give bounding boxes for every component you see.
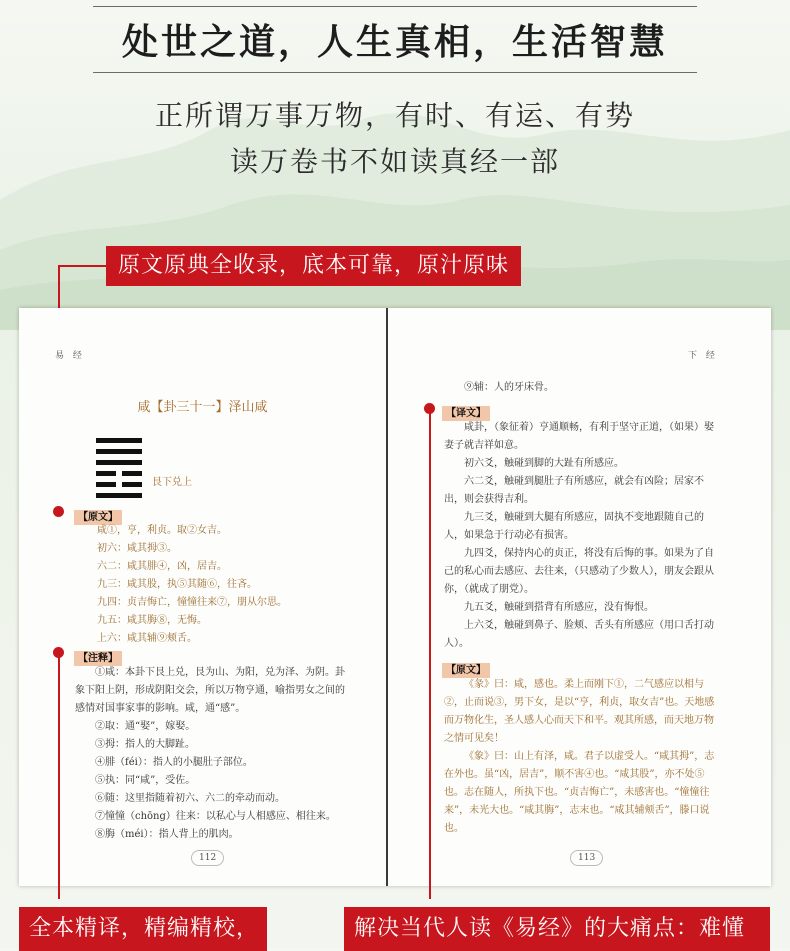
label-pain-point: 解决当代人读《易经》的大痛点：难懂 (344, 907, 770, 951)
left-page (19, 308, 386, 886)
connector-line (58, 653, 60, 899)
original-line: 九四：贞吉悔亡，憧憧往来⑦，朋从尔思。 (97, 597, 287, 608)
original-lines (97, 522, 367, 648)
page-number-right: 113 (570, 850, 603, 866)
commentary-paragraph: 《象》曰：山上有泽，咸。君子以虚受人。“咸其拇”，志在外也。虽“凶，居吉”，顺不害④也。“咸其股”，亦不处⑤也。志在随人，所执下也。“贞吉悔亡”，未感害也。“憧憧往来”，未光大也。“咸其脢”，志末也。“咸其辅颊舌”，滕口说也。 (444, 751, 715, 834)
original-line: 初六：咸其拇③。 (97, 543, 177, 554)
translation-item: 上六爻，触碰到鼻子、脸颊、舌头有所感应（用口舌打动人）。 (444, 620, 714, 649)
page-number-left: 112 (191, 850, 224, 866)
label-original-text: 原文原典全收录，底本可靠，原汁原味 (106, 246, 521, 286)
note-item: ⑤执：同“咸”，受佐。 (95, 775, 196, 786)
running-head-right: 下 经 (688, 351, 718, 361)
label-translation: 全本精译，精编精校， (19, 907, 267, 951)
translation-item: 九四爻，保持内心的贞正，将没有后悔的事。如果为了自己的私心而去感应、去往来，（只感动了少数人），朋友会跟从你，（就成了朋党）。 (444, 548, 714, 595)
translation-item: 九三爻，触碰到大腿有所感应，固执不变地跟随自己的人，如果急于行动必有损害。 (444, 512, 704, 541)
connector-line (58, 265, 106, 267)
running-head-left: 易 经 (55, 351, 85, 361)
note-item: ④腓（féi）：指人的小腿肚子部位。 (95, 757, 253, 768)
hero-line-2: 读万卷书不如读真经一部 (229, 145, 560, 178)
open-book (19, 308, 771, 886)
original-tag-right: 【原文】 (442, 658, 490, 678)
connector-line (429, 409, 431, 899)
first-note: ⑨辅：人的牙床骨。 (464, 382, 554, 393)
note-item: ③拇：指人的大脚趾。 (95, 739, 195, 750)
note-item: ②取：通“娶”，嫁娶。 (95, 721, 196, 732)
translation-list (444, 419, 720, 653)
hexagram-title: 咸【卦三十一】泽山咸 (137, 400, 268, 415)
original-line: 咸①，亨，利贞。取②女吉。 (97, 525, 227, 536)
notes-list (75, 664, 351, 844)
original-line: 九三：咸其股，执⑤其随⑥，往吝。 (97, 579, 257, 590)
translation-item: 咸卦，（象征着）亨通顺畅，有利于坚守正道，（如果）娶妻子就吉祥如意。 (444, 422, 714, 451)
original-line: 九五：咸其脢⑧，无悔。 (97, 615, 207, 626)
hero-line-1: 正所谓万事万物，有时、有运、有势 (154, 99, 635, 132)
notes-tag: 【注释】 (74, 646, 122, 666)
translation-item: 初六爻，触碰到脚的大趾有所感应。 (464, 458, 624, 469)
commentary-paragraph: 《彖》曰：咸，感也。柔上而刚下①，二气感应以相与②，止而说③，男下女，是以“亨，利贞，取女吉”也。天地感而万物化生，圣人感人心而天下和平。观其所感，而天地万物之情可见矣！ (444, 679, 715, 744)
title-underline (93, 72, 697, 73)
note-item: ①咸：本卦下艮上兑，艮为山、为阳，兑为泽、为阴。卦象下阳上阴，形成阴阳交会，所以万物亨通，喻指男女之间的感情对国事家事的影响。咸，通“感”。 (75, 667, 345, 714)
marker-dot (53, 506, 64, 517)
hexagram-note: 艮下兑上 (152, 477, 192, 488)
top-rule (93, 6, 697, 7)
translation-tag: 【译文】 (442, 401, 490, 421)
original-tag: 【原文】 (74, 505, 122, 525)
note-item: ⑦憧憧（chōng）往来：以私心与人相感应、相往来。 (95, 811, 336, 822)
right-page (388, 308, 771, 886)
note-item: ⑥随：这里指随着初六、六二的牵动而动。 (95, 793, 285, 804)
translation-item: 九五爻，触碰到搭背有所感应，没有悔恨。 (464, 602, 654, 613)
original-line: 上六：咸其辅⑨颊舌。 (97, 633, 197, 644)
original-commentary (444, 676, 720, 838)
hero-title: 处世之道，人生真相，生活智慧 (121, 21, 668, 63)
original-line: 六二：咸其腓④，凶，居吉。 (97, 561, 227, 572)
note-item: ⑧脢（méi）：指人背上的肌肉。 (95, 829, 239, 840)
translation-item: 六二爻，触碰到腿肚子有所感应，就会有凶险；居家不出，则会获得吉利。 (444, 476, 704, 505)
